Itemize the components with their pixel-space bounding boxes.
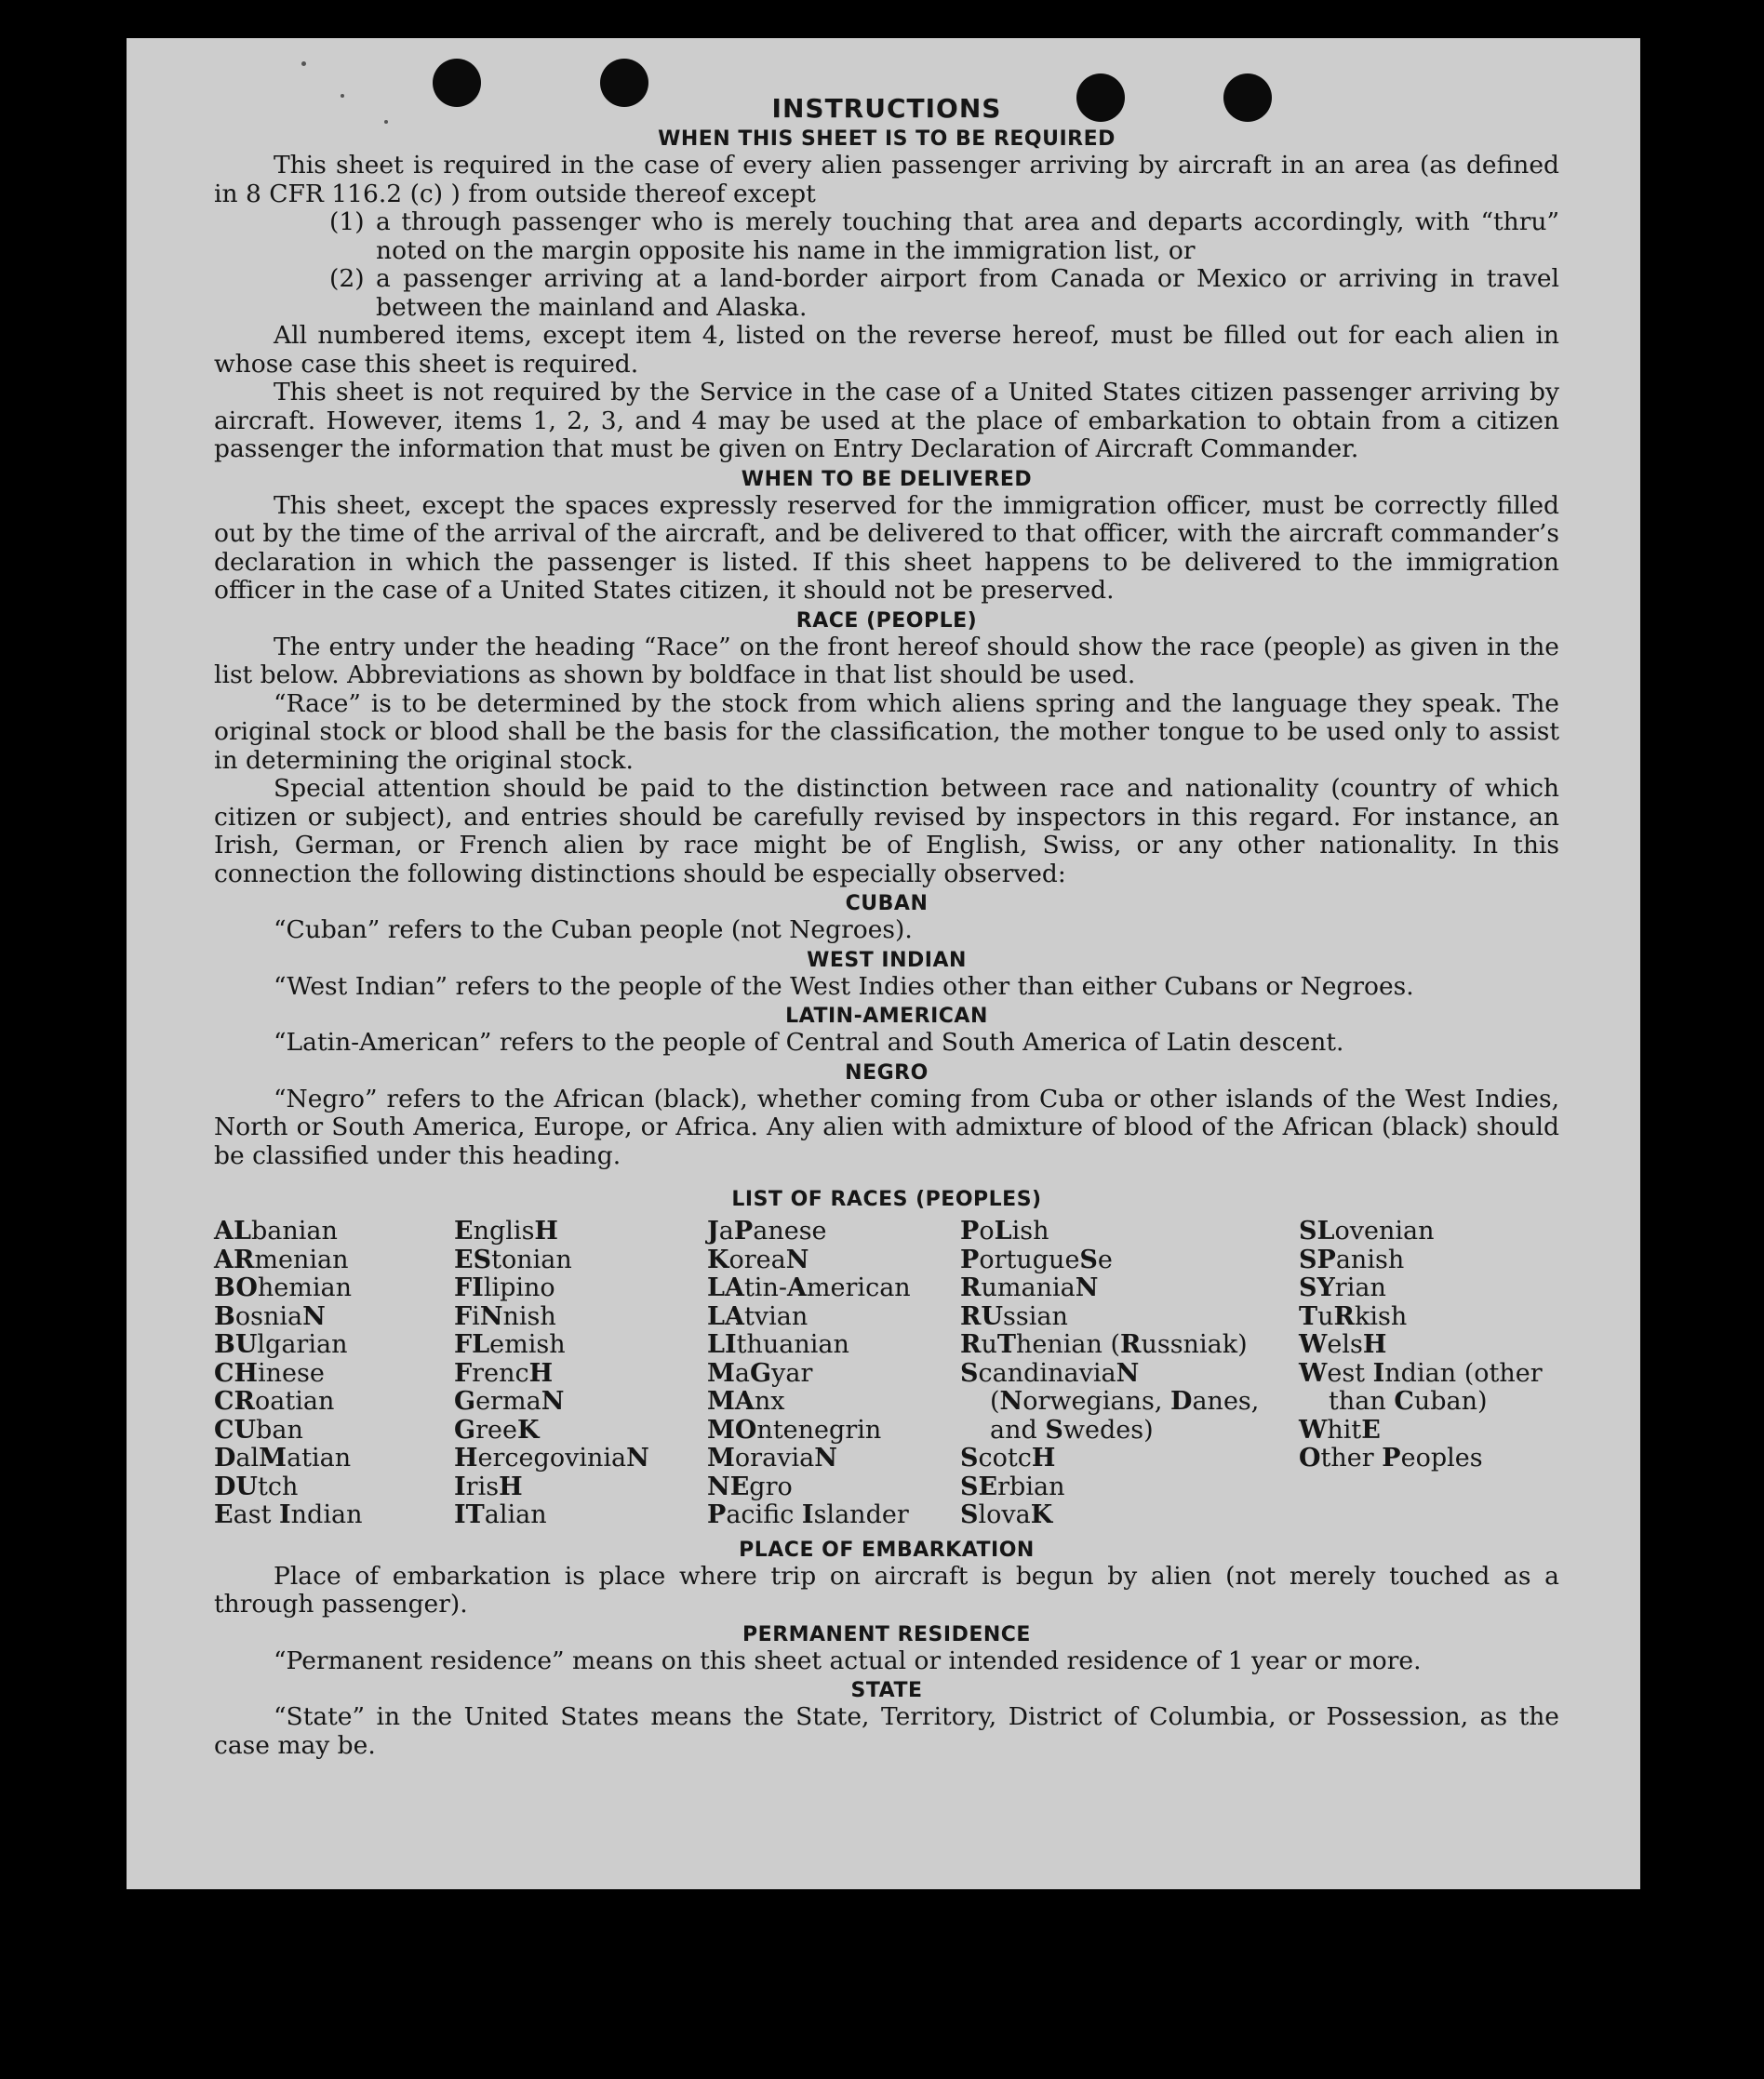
races-column-3 [707, 1218, 960, 1530]
race-entry: ScotcH [960, 1444, 1056, 1473]
race-entry: East Indian [214, 1500, 363, 1529]
race-entry: LAtvian [707, 1301, 808, 1331]
race-entry: LAtin-American [707, 1273, 911, 1302]
state-paragraph: “State” in the United States means the State, Territory, District of Columbia, or Possession, as the case may be. [214, 1702, 1559, 1760]
race-entry: GreeK [454, 1415, 540, 1445]
speck [301, 61, 306, 66]
race-paragraph-2: “Race” is to be determined by the stock from which aliens spring and the language they speak. The original stock or blood shall be the basis for the classification, the mother tongue to be used only to assist in determining the original stock. [214, 688, 1559, 775]
heading-races-list: LIST OF RACES (PEOPLES) [731, 1188, 1042, 1211]
races-column-4 [960, 1218, 1267, 1530]
required-paragraph-1: This sheet is required in the case of every alien passenger arriving by aircraft in an area (as defined in 8 CFR 116.2 (c) ) from outside thereof except [214, 151, 1559, 208]
race-entry: DUtch [214, 1472, 299, 1501]
race-entry: SlovaK [960, 1500, 1053, 1529]
race-entry: WelsH [1299, 1330, 1387, 1359]
races-column-5 [1299, 1218, 1559, 1530]
races-column-2 [454, 1218, 707, 1530]
heading-state: STATE [850, 1679, 923, 1702]
heading-latin-american: LATIN-AMERICAN [785, 1005, 988, 1028]
race-entry: FLemish [454, 1330, 566, 1359]
race-entry: Pacifc Islander [707, 1500, 909, 1529]
races-list [214, 1218, 1559, 1530]
race-entry: MoraviaN [707, 1444, 837, 1473]
race-entry: RumaniaN [960, 1273, 1099, 1302]
race-entry: HercegoviniaN [454, 1444, 649, 1473]
heading-delivered: WHEN TO BE DELIVERED [741, 467, 1033, 491]
race-entry: EStonian [454, 1245, 572, 1274]
races-column-1 [214, 1218, 454, 1530]
item-number: (2) [329, 264, 365, 293]
required-paragraph-2: All numbered items, except item 4, listed on the reverse hereof, must be filled out for each alien in whose case this sheet is required. [214, 321, 1559, 379]
item-number: (1) [329, 207, 365, 236]
race-entry: GermaN [454, 1387, 565, 1416]
race-entry: ITalian [454, 1500, 547, 1529]
race-entry: ALbanian [214, 1217, 338, 1246]
item-text: a passenger arriving at a land-border airport from Canada or Mexico or arriving in travel between the mainland and Alaska. [376, 264, 1559, 322]
exception-item-1 [214, 208, 1559, 265]
race-entry: MAnx [707, 1387, 785, 1416]
embarkation-paragraph: Place of embarkation is place where trip on aircraft is begun by alien (not merely touched as a through passenger). [214, 1561, 1559, 1619]
race-entry: DalMatian [214, 1444, 352, 1473]
heading-race: RACE (PEOPLE) [795, 608, 978, 633]
race-entry: IrisH [454, 1472, 523, 1501]
race-entry: LIthuanian [707, 1330, 849, 1359]
race-entry: RUssian [960, 1301, 1068, 1331]
exception-item-2 [214, 265, 1559, 322]
heading-embarkation: PLACE OF EMBARKATION [739, 1538, 1035, 1562]
heading-required: WHEN THIS SHEET IS TO BE REQUIRED [658, 127, 1116, 151]
race-entry: CRoatian [214, 1387, 335, 1416]
west-indian-paragraph: “West Indian” refers to the people of the West Indies other than either Cubans or Negroes. [274, 971, 1414, 1001]
race-entry: WhitE [1299, 1415, 1381, 1445]
race-entry: KoreaN [707, 1245, 809, 1274]
latin-american-paragraph: “Latin-American” refers to the people of Central and South America of Latin descent. [274, 1028, 1344, 1057]
cuban-paragraph: “Cuban” refers to the Cuban people (not Negroes). [274, 915, 913, 944]
race-entry: CUban [214, 1415, 303, 1445]
heading-negro: NEGRO [845, 1060, 929, 1085]
race-entry: BosniaN [214, 1301, 326, 1331]
race-entry: EnglisH [454, 1217, 558, 1246]
heading-permanent-residence: PERMANENT RESIDENCE [742, 1622, 1031, 1646]
page-title: INSTRUCTIONS [771, 93, 1002, 124]
race-entry: SLovenian [1299, 1217, 1435, 1246]
race-entry: Other Peoples [1299, 1444, 1483, 1473]
race-entry: FIlipino [454, 1273, 555, 1302]
race-entry: SYrian [1299, 1273, 1386, 1302]
race-entry: ScandinaviaN (Norwegians, Danes, and Swedes) [960, 1358, 1260, 1445]
required-paragraph-3: This sheet is not required by the Service in the case of a United States citizen passenger arriving by aircraft. However, items 1, 2, 3, and 4 may be used at the place of embarkation to obtain from a citizen passenger the information that must be given on Entry Declaration of Aircraft Commander. [214, 378, 1559, 463]
race-entry: CHinese [214, 1358, 325, 1388]
race-entry: FrencH [454, 1358, 554, 1388]
race-entry: MOntenegrin [707, 1415, 882, 1445]
document-sheet [127, 38, 1640, 1889]
negro-paragraph: “Negro” refers to the African (black), whether coming from Cuba or other islands of the West Indies, North or South America, Europe, or Africa. Any alien with admixture of blood of the African (black) should be classified under this heading. [214, 1084, 1559, 1170]
residence-paragraph: “Permanent residence” means on this sheet actual or intended residence of 1 year or more. [274, 1646, 1422, 1675]
race-entry: NEgro [707, 1472, 793, 1501]
heading-cuban: CUBAN [845, 892, 929, 915]
race-entry: West Indian (other than Cuban) [1299, 1358, 1543, 1416]
delivered-paragraph: This sheet, except the spaces expressly reserved for the immigration officer, must be correctly filled out by the time of the arrival of the aircraft, and be delivered to that officer, with the aircraft commander’s declaration in which the passenger is listed. If this sheet happens to be delivered to the immigration officer in the case of a United States citizen, it should not be preserved. [214, 490, 1559, 605]
race-entry: TuRkish [1299, 1301, 1408, 1331]
race-entry: FiNnish [454, 1301, 556, 1331]
race-entry: SPanish [1299, 1245, 1405, 1274]
race-entry: BUlgarian [214, 1330, 348, 1359]
race-entry: PortugueSe [960, 1245, 1113, 1274]
heading-west-indian: WEST INDIAN [807, 948, 967, 972]
race-entry: MaGyar [707, 1358, 813, 1388]
race-paragraph-1: The entry under the heading “Race” on the front hereof should show the race (people) as given in the list below. Abbreviations as shown by boldface in that list should be used. [214, 632, 1559, 689]
document-body [214, 94, 1559, 1760]
race-entry: SErbian [960, 1472, 1065, 1501]
race-entry: BOhemian [214, 1273, 352, 1302]
race-entry: RuThenian (Russniak) [960, 1330, 1248, 1359]
race-entry: PoLish [960, 1217, 1049, 1246]
race-entry: JaPanese [707, 1217, 827, 1246]
race-entry: ARmenian [214, 1245, 349, 1274]
item-text: a through passenger who is merely touching that area and departs accordingly, with “thru” noted on the margin opposite his name in the immigration list, or [376, 207, 1559, 265]
race-paragraph-3: Special attention should be paid to the distinction between race and nationality (country of which citizen or subject), and entries should be carefully revised by inspectors in this regard. For instance, an Irish, German, or French alien by race might be of English, Swiss, or any other nationality. In this connection the following distinctions should be especially observed: [214, 774, 1559, 888]
